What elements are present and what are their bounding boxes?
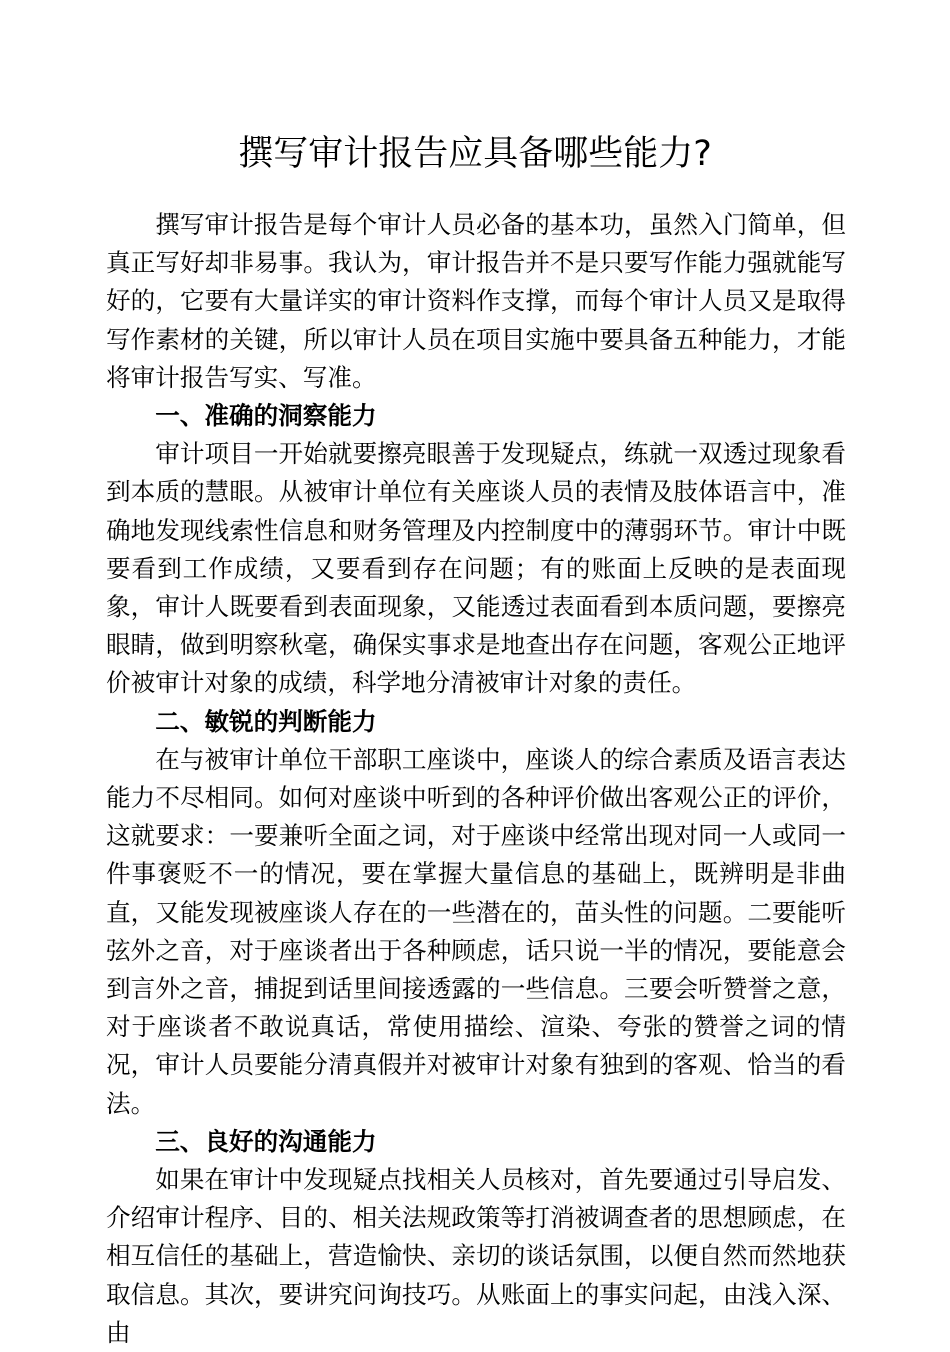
section-heading-3: 三、良好的沟通能力 xyxy=(155,1126,377,1156)
section-paragraph-1: 审计项目一开始就要擦亮眼善于发现疑点，练就一双透过现象看到本质的慧眼。从被审计单位有关座谈人员的表情及肢体语言中，准确地发现线索性信息和财务管理及内控制度中的薄弱环节。审计中既要看到工作成绩，又要看到存在问题；有的账面上反映的是表面现象，审计人既要看到表面现象，又能透过表面看到本质问题，要擦亮眼睛，做到明察秋毫，确保实事求是地查出存在问题，客观公正地评价被审计对象的成绩，科学地分清被审计对象的责任。 xyxy=(106,439,846,698)
section-paragraph-3: 如果在审计中发现疑点找相关人员核对，首先要通过引导启发、介绍审计程序、目的、相关法规政策等打消被调查者的思想顾虑，在相互信任的基础上，营造愉快、亲切的谈话氛围，以便自然而然地获取信息。其次，要讲究问询技巧。从账面上的事实问起，由浅入深、由 xyxy=(106,1165,846,1347)
section-paragraph-2: 在与被审计单位干部职工座谈中，座谈人的综合素质及语言表达能力不尽相同。如何对座谈中听到的各种评价做出客观公正的评价，这就要求：一要兼听全面之词，对于座谈中经常出现对同一人或同一件事褒贬不一的情况，要在掌握大量信息的基础上，既辨明是非曲直，又能发现被座谈人存在的一些潜在的，苗头性的问题。二要能听弦外之音，对于座谈者出于各种顾虑，话只说一半的情况，要能意会到言外之音，捕捉到话里间接透露的一些信息。三要会听赞誉之意，对于座谈者不敢说真话，常使用描绘、渲染、夸张的赞誉之词的情况，审计人员要能分清真假并对被审计对象有独到的客观、恰当的看法。 xyxy=(106,744,846,1118)
section-heading-1: 一、准确的洞察能力 xyxy=(155,401,377,431)
document-body xyxy=(106,206,846,1352)
intro-paragraph: 撰写审计报告是每个审计人员必备的基本功，虽然入门简单，但真正写好却非易事。我认为，审计报告并不是只要写作能力强就能写好的，它要有大量详实的审计资料作支撑，而每个审计人员又是取得写作素材的关键，所以审计人员在项目实施中要具备五种能力，才能将审计报告写实、写准。 xyxy=(106,210,846,392)
document-title: 撰写审计报告应具备哪些能力? xyxy=(238,134,712,174)
section-heading-2: 二、敏锐的判断能力 xyxy=(155,706,377,736)
